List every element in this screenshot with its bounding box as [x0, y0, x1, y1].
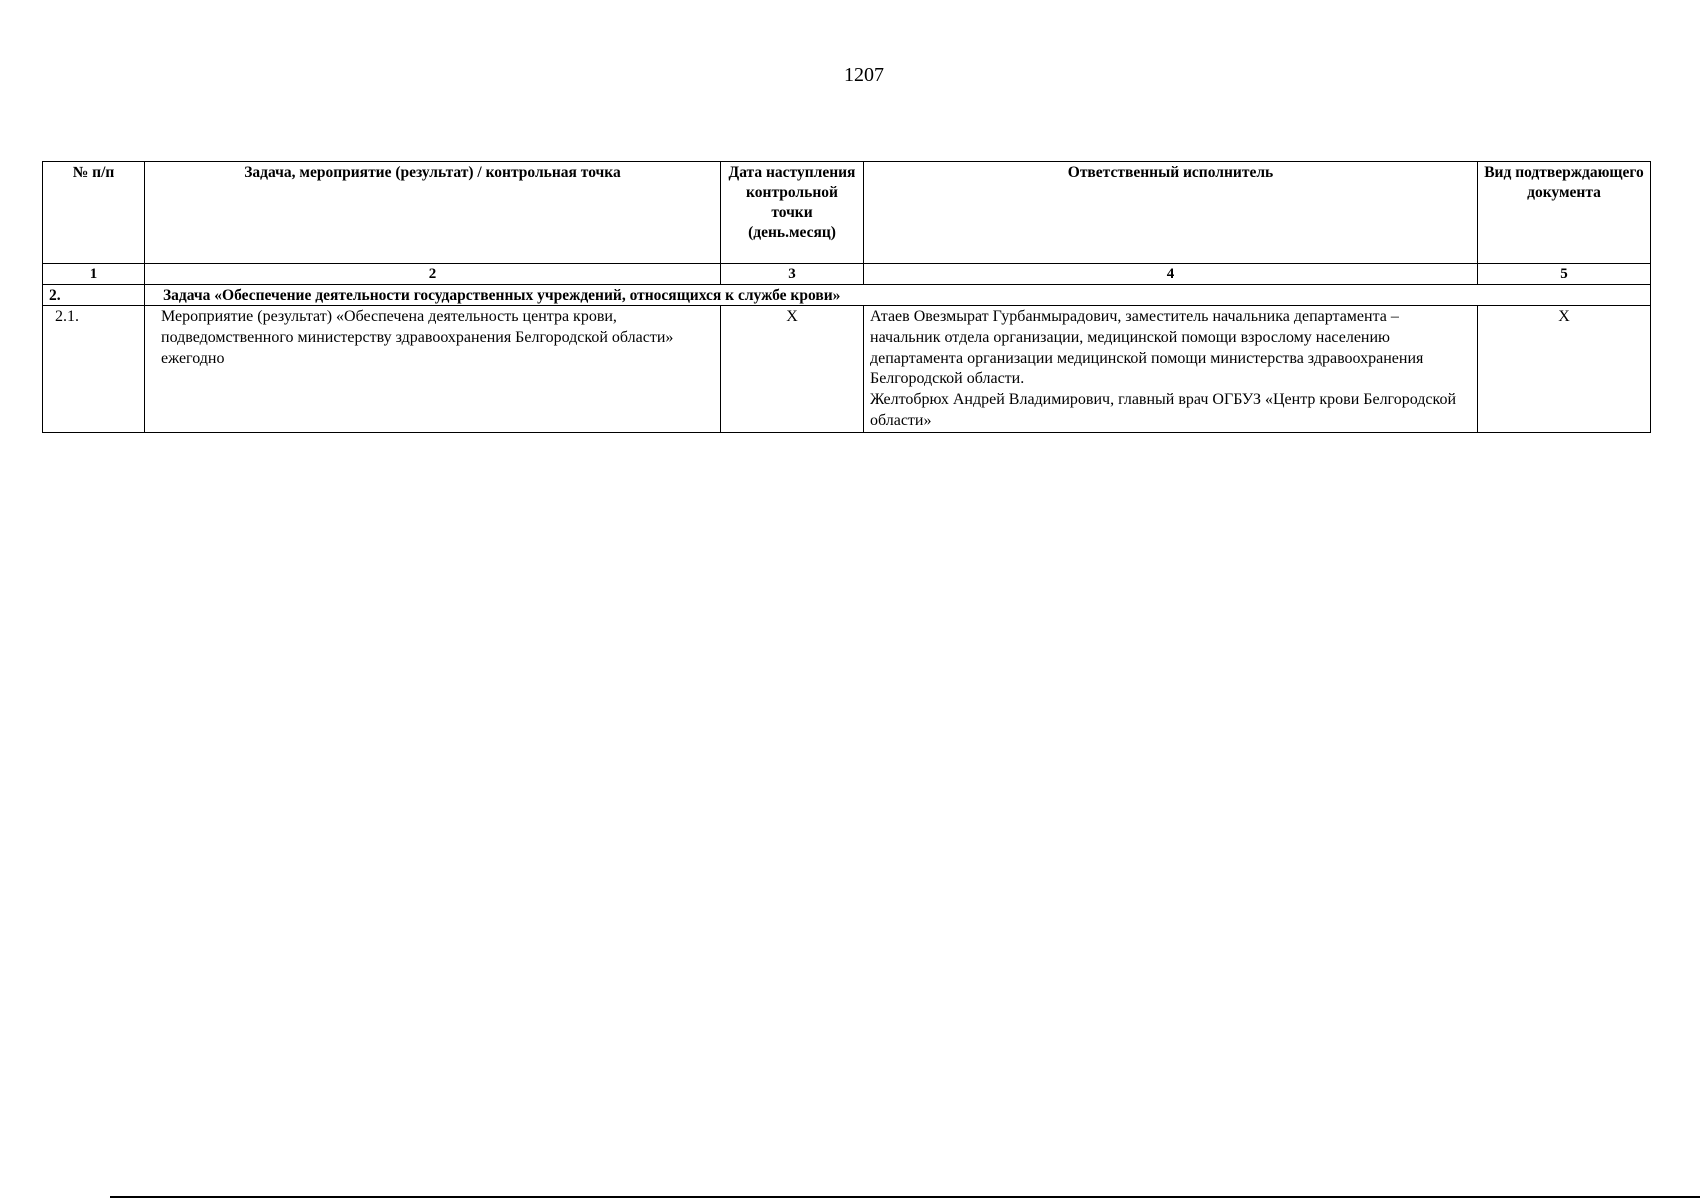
- header-task: Задача, мероприятие (результат) / контрольная точка: [145, 162, 721, 264]
- plan-table: [42, 161, 1651, 433]
- column-number: 5: [1478, 264, 1651, 285]
- measure-number: 2.1.: [43, 306, 145, 433]
- header-executor: Ответственный исполнитель: [864, 162, 1478, 264]
- measure-text: Мероприятие (результат) «Обеспечена деятельность центра крови, подведомственного министерству здравоохранения Белгородской области» ежегодно: [145, 306, 721, 433]
- column-number: 1: [43, 264, 145, 285]
- bottom-border-line: [110, 1196, 1700, 1198]
- header-num: № п/п: [43, 162, 145, 264]
- column-number: 2: [145, 264, 721, 285]
- column-number: 4: [864, 264, 1478, 285]
- task-title: Задача «Обеспечение деятельности государственных учреждений, относящихся к службе крови»: [145, 285, 1651, 306]
- confirming-document: X: [1478, 306, 1651, 433]
- column-number-row: [43, 264, 1651, 285]
- table-header-row: [43, 162, 1651, 264]
- header-doc: Вид подтверждающего документа: [1478, 162, 1651, 264]
- executor-entry-1: Атаев Овезмырат Гурбанмырадович, заместитель начальника департамента – начальник отдела организации, медицинской помощи взрослому населению департамента организации медицинской помощи министерства здравоохранения Белгородской области.: [870, 308, 1424, 388]
- table-row: [43, 306, 1651, 433]
- responsible-executor: [864, 306, 1478, 433]
- executor-entry-2: Желтобрюх Андрей Владимирович, главный врач ОГБУЗ «Центр крови Белгородской области»: [870, 391, 1457, 429]
- page-number: 1207: [844, 64, 884, 86]
- task-row: [43, 285, 1651, 306]
- control-date: X: [721, 306, 864, 433]
- task-number: 2.: [43, 285, 145, 306]
- column-number: 3: [721, 264, 864, 285]
- header-date: Дата наступления контрольной точки (день.месяц): [721, 162, 864, 264]
